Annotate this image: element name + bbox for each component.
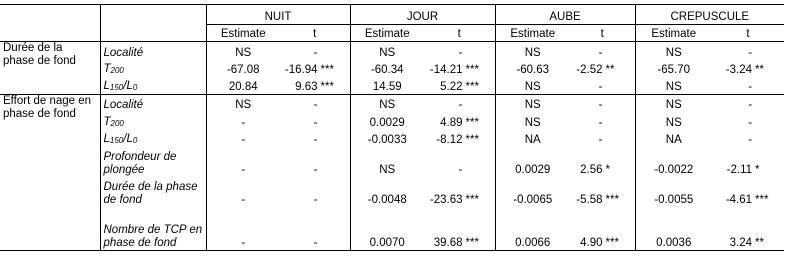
variable-name: Nombre de TCP en phase de fond: [103, 224, 203, 249]
t-value: -: [748, 98, 753, 111]
significance-stars: ***: [755, 193, 769, 206]
t-value: -: [748, 81, 753, 93]
subheader-estimate: Estimate: [635, 25, 712, 42]
t-value: -: [313, 133, 318, 146]
t-value: -23.63: [429, 193, 463, 206]
estimate-cell: NS: [495, 42, 570, 60]
estimate-cell: 0.0066: [495, 207, 570, 251]
t-value: -: [598, 116, 603, 129]
t-value: -: [458, 46, 463, 59]
estimate-cell: -: [206, 130, 280, 147]
t-cell: [280, 112, 350, 130]
significance-stars: ***: [320, 63, 334, 76]
variable-label: [100, 207, 206, 251]
estimate-cell: NS: [206, 95, 280, 112]
variable-subscript: 0: [132, 83, 138, 92]
table-row: [0, 207, 784, 251]
t-cell: [280, 207, 350, 251]
estimate-cell: NA: [495, 130, 570, 147]
variable-label: [100, 147, 206, 177]
header-empty-cell: [0, 5, 100, 25]
variable-name: T: [103, 115, 111, 128]
t-cell: [280, 95, 350, 112]
variable-name: L: [103, 132, 110, 145]
statistics-table: [0, 4, 784, 251]
t-cell: [570, 112, 635, 130]
t-cell: [280, 42, 350, 60]
t-value: -2.52: [576, 63, 603, 76]
variable-subscript: 150: [109, 135, 124, 145]
t-cell: [570, 147, 635, 177]
variable-subscript: 0: [132, 135, 138, 145]
subheader-t: t: [424, 25, 495, 42]
t-value: -: [313, 98, 318, 111]
t-value: -: [598, 81, 603, 93]
estimate-cell: -: [206, 207, 280, 251]
t-cell: [570, 77, 635, 95]
variable-subscript: 200: [110, 65, 124, 75]
t-value: -2.11: [726, 163, 753, 176]
section-label: Effort de nage en phase de fond: [0, 95, 100, 251]
t-cell: [712, 207, 784, 251]
t-value: -4.61: [725, 193, 753, 206]
estimate-cell: -0.0048: [350, 177, 424, 207]
variable-label: [100, 177, 206, 207]
header-empty-cell: [0, 25, 100, 42]
t-value: 9.63: [295, 81, 318, 93]
significance-stars: ***: [465, 193, 479, 206]
t-cell: [280, 130, 350, 147]
estimate-cell: NS: [495, 112, 570, 130]
t-value: 3.24: [729, 237, 753, 249]
t-value: 4.89: [440, 116, 463, 129]
t-cell: [424, 130, 495, 147]
estimate-cell: 0.0029: [350, 112, 424, 130]
variable-label: [100, 112, 206, 130]
variable-name: Profondeur de plongée: [103, 150, 177, 176]
variable-label: [100, 42, 206, 60]
t-cell: [570, 42, 635, 60]
significance-stars: ***: [465, 81, 479, 93]
t-cell: [280, 77, 350, 95]
t-value: -: [458, 98, 463, 111]
table-body: [0, 5, 784, 251]
t-value: -: [598, 46, 603, 59]
t-cell: [570, 207, 635, 251]
estimate-cell: 0.0070: [350, 207, 424, 251]
table-row: [0, 95, 784, 112]
t-cell: [280, 147, 350, 177]
t-value: -: [598, 98, 603, 111]
t-value: -: [313, 116, 318, 129]
estimate-cell: 0.0036: [635, 207, 712, 251]
variable-label: [100, 95, 206, 112]
group-header-crepuscule: CREPUSCULE: [635, 5, 784, 25]
estimate-cell: NS: [206, 42, 280, 60]
estimate-cell: -: [206, 177, 280, 207]
estimate-cell: -60.63: [495, 60, 570, 77]
subheader-t: t: [570, 25, 635, 42]
t-value: -: [313, 163, 318, 176]
group-header-aube: AUBE: [495, 5, 635, 25]
t-cell: [280, 177, 350, 207]
significance-stars: ***: [465, 63, 479, 76]
t-value: -: [748, 46, 753, 59]
table-row: [0, 177, 784, 207]
t-value: 39.68: [433, 237, 463, 249]
estimate-cell: -0.0033: [350, 130, 424, 147]
t-value: 5.22: [440, 81, 463, 93]
variable-subscript: 150: [109, 83, 124, 92]
subheader-estimate: Estimate: [206, 25, 280, 42]
t-value: -: [458, 163, 463, 176]
estimate-cell: NS: [635, 95, 712, 112]
t-cell: [712, 112, 784, 130]
t-cell: [712, 77, 784, 95]
estimate-cell: NS: [495, 95, 570, 112]
t-cell: [712, 95, 784, 112]
t-value: -3.24: [725, 63, 753, 76]
estimate-cell: -0.0022: [635, 147, 712, 177]
t-cell: [570, 130, 635, 147]
t-cell: [424, 112, 495, 130]
t-cell: [424, 42, 495, 60]
estimate-cell: -65.70: [635, 60, 712, 77]
t-value: -5.58: [576, 193, 603, 206]
t-cell: [570, 60, 635, 77]
t-value: -: [313, 237, 318, 249]
t-cell: [712, 130, 784, 147]
t-cell: [570, 95, 635, 112]
group-header-jour: JOUR: [350, 5, 495, 25]
variable-name: T: [103, 62, 111, 75]
t-cell: [424, 177, 495, 207]
t-cell: [424, 207, 495, 251]
group-header-nuit: NUIT: [206, 5, 350, 25]
variable-name: Localité: [103, 98, 144, 111]
variable-name: Localité: [103, 46, 144, 59]
estimate-cell: -: [206, 147, 280, 177]
estimate-cell: -: [206, 112, 280, 130]
significance-stars: ***: [605, 193, 619, 206]
estimate-cell: -0.0055: [635, 177, 712, 207]
table-row: [0, 60, 784, 77]
header-empty-cell: [100, 5, 206, 25]
estimate-cell: NS: [350, 147, 424, 177]
significance-stars: ***: [605, 237, 619, 249]
subheader-row: [0, 25, 784, 42]
significance-stars: ***: [465, 237, 479, 249]
t-value: -14.21: [429, 63, 463, 76]
t-value: 2.56: [580, 163, 603, 176]
t-cell: [424, 147, 495, 177]
estimate-cell: NS: [635, 112, 712, 130]
t-value: -: [748, 133, 753, 146]
subheader-t: t: [280, 25, 350, 42]
t-cell: [712, 42, 784, 60]
estimate-cell: NS: [350, 95, 424, 112]
variable-label: [100, 77, 206, 95]
subheader-estimate: Estimate: [495, 25, 570, 42]
t-value: 4.90: [580, 237, 603, 249]
t-cell: [712, 177, 784, 207]
table-row: [0, 147, 784, 177]
t-value: -8.12: [436, 133, 463, 146]
t-cell: [712, 147, 784, 177]
subheader-estimate: Estimate: [350, 25, 424, 42]
significance-stars: *: [755, 163, 760, 176]
significance-stars: *: [605, 163, 610, 176]
t-cell: [280, 60, 350, 77]
estimate-cell: NS: [635, 42, 712, 60]
estimate-cell: NA: [635, 130, 712, 147]
estimate-cell: -60.34: [350, 60, 424, 77]
significance-stars: **: [605, 63, 615, 76]
t-value: -: [313, 193, 318, 206]
table-row: [0, 130, 784, 147]
variable-subscript: 200: [110, 118, 124, 128]
estimate-cell: 14.59: [350, 77, 424, 95]
table-row: [0, 77, 784, 95]
table-row: [0, 42, 784, 60]
group-header-row: [0, 5, 784, 25]
t-cell: [424, 60, 495, 77]
estimate-cell: 20.84: [206, 77, 280, 95]
subheader-t: t: [712, 25, 784, 42]
significance-stars: **: [755, 237, 764, 249]
estimate-cell: -67.08: [206, 60, 280, 77]
t-cell: [424, 95, 495, 112]
variable-name-part: /L: [123, 132, 133, 145]
t-value: -16.94: [284, 63, 318, 76]
t-cell: [570, 177, 635, 207]
variable-name: L: [103, 80, 110, 92]
significance-stars: ***: [320, 81, 334, 93]
variable-label: [100, 60, 206, 77]
t-value: -: [598, 133, 603, 146]
significance-stars: ***: [465, 133, 479, 146]
section-label: Durée de la phase de fond: [0, 42, 100, 95]
t-cell: [712, 60, 784, 77]
significance-stars: **: [755, 63, 764, 76]
t-value: -: [748, 116, 753, 129]
estimate-cell: NS: [635, 77, 712, 95]
estimate-cell: -0.0065: [495, 177, 570, 207]
estimate-cell: NS: [495, 77, 570, 95]
estimate-cell: 0.0029: [495, 147, 570, 177]
variable-label: [100, 130, 206, 147]
variable-name: Durée de la phase de fond: [103, 180, 198, 206]
t-cell: [424, 77, 495, 95]
variable-name-part: /L: [123, 80, 133, 92]
estimate-cell: NS: [350, 42, 424, 60]
t-value: -: [313, 46, 318, 59]
significance-stars: ***: [465, 116, 479, 129]
table-row: [0, 112, 784, 130]
header-empty-cell: [100, 25, 206, 42]
